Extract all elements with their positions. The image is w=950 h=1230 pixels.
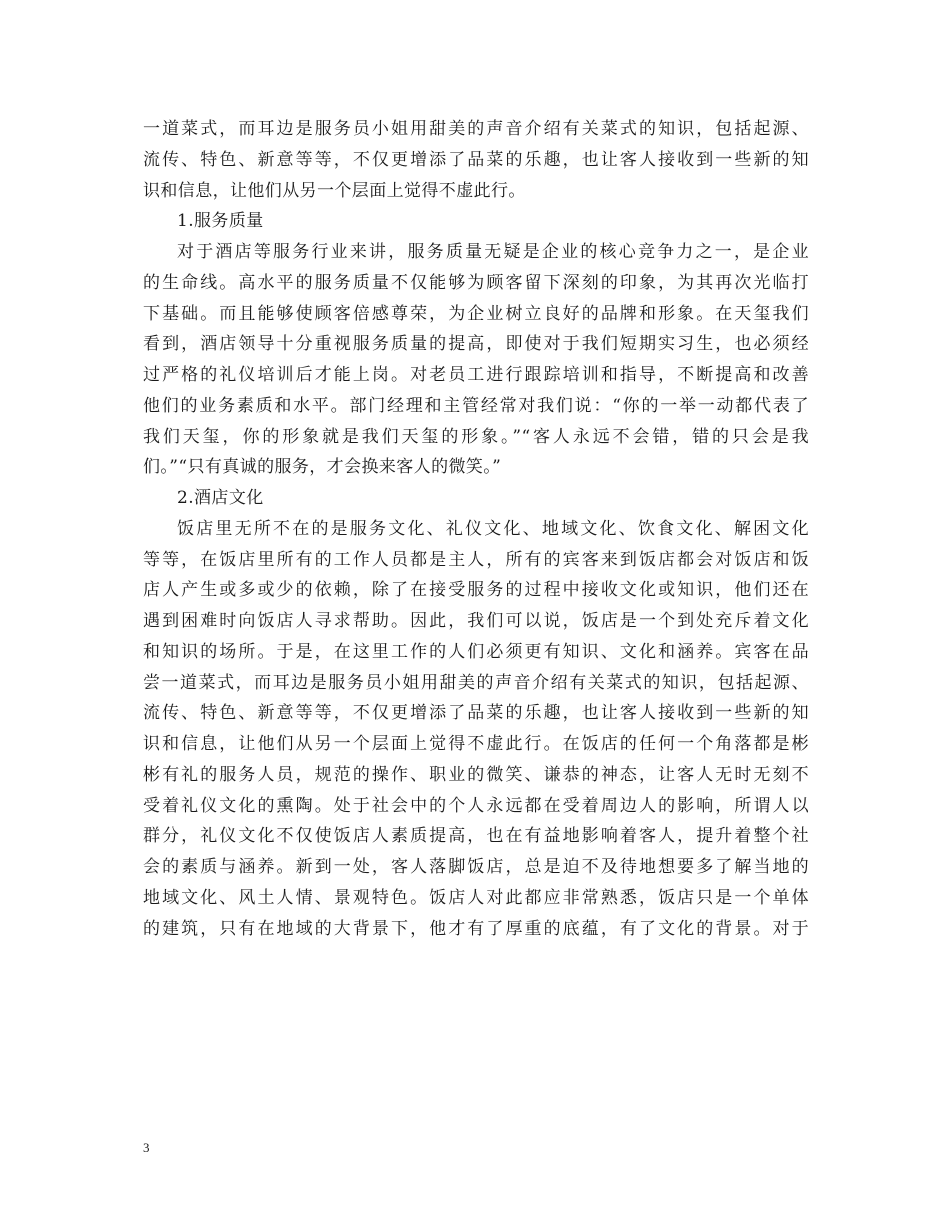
document-body bbox=[143, 114, 809, 944]
text-line: 遇到困难时向饭店人寻求帮助。因此，我们可以说，饭店是一个到处充斥着文化 bbox=[143, 611, 809, 631]
text-line: 识和信息，让他们从另一个层面上觉得不虚此行。在饭店的任何一个角落都是彬 bbox=[143, 734, 809, 754]
text-line: 一道菜式，而耳边是服务员小姐用甜美的声音介绍有关菜式的知识，包括起源、 bbox=[143, 119, 809, 139]
text-line: 流传、特色、新意等等，不仅更增添了品菜的乐趣，也让客人接收到一些新的知 bbox=[143, 149, 809, 170]
text-line: 受着礼仪文化的熏陶。处于社会中的个人永远都在受着周边人的影响，所谓人以 bbox=[143, 795, 809, 816]
text-line: 群分，礼仪文化不仅使饭店人素质提高，也在有益地影响着客人，提升着整个社 bbox=[143, 826, 809, 847]
text-line: 识和信息，让他们从另一个层面上觉得不虚此行。 bbox=[143, 180, 526, 201]
text-line: 的生命线。高水平的服务质量不仅能够为顾客留下深刻的印象，为其再次光临打 bbox=[143, 272, 809, 293]
text-line: 他们的业务素质和水平。部门经理和主管经常对我们说：“你的一举一动都代表了 bbox=[143, 395, 809, 416]
text-line: 我们天玺，你的形象就是我们天玺的形象。”“客人永远不会错，错的只会是我 bbox=[143, 426, 809, 447]
text-line: 对于酒店等服务行业来讲，服务质量无疑是企业的核心竞争力之一，是企业 bbox=[177, 242, 809, 262]
section-heading: 2.酒店文化 bbox=[177, 488, 264, 508]
text-line: 和知识的场所。于是，在这里工作的人们必须更有知识、文化和涵养。宾客在品 bbox=[143, 641, 809, 662]
text-line: 的建筑，只有在地域的大背景下，他才有了厚重的底蕴，有了文化的背景。对于 bbox=[143, 918, 809, 939]
text-line: 尝一道菜式，而耳边是服务员小姐用甜美的声音介绍有关菜式的知识，包括起源、 bbox=[143, 672, 809, 693]
text-line: 地域文化、风土人情、景观特色。饭店人对此都应非常熟悉，饭店只是一个单体 bbox=[143, 887, 809, 908]
text-line: 下基础。而且能够使顾客倍感尊荣，为企业树立良好的品牌和形象。在天玺我们 bbox=[143, 303, 809, 324]
text-line: 等等，在饭店里所有的工作人员都是主人，所有的宾客来到饭店都会对饭店和饭 bbox=[143, 549, 809, 570]
text-line: 店人产生或多或少的依赖，除了在接受服务的过程中接收文化或知识，他们还在 bbox=[143, 580, 809, 601]
text-line: 饭店里无所不在的是服务文化、礼仪文化、地域文化、饮食文化、解困文化 bbox=[177, 518, 809, 539]
section-heading: 1.服务质量 bbox=[177, 211, 264, 232]
text-line: 看到，酒店领导十分重视服务质量的提高，即使对于我们短期实习生，也必须经 bbox=[143, 334, 809, 355]
text-line: 彬有礼的服务人员，规范的操作、职业的微笑、谦恭的神态，让客人无时无刻不 bbox=[143, 764, 809, 785]
text-line: 流传、特色、新意等等，不仅更增添了品菜的乐趣，也让客人接收到一些新的知 bbox=[143, 703, 809, 724]
text-line: 过严格的礼仪培训后才能上岗。对老员工进行跟踪培训和指导，不断提高和改善 bbox=[143, 365, 809, 385]
text-line: 会的素质与涵养。新到一处，客人落脚饭店，总是迫不及待地想要多了解当地的 bbox=[143, 857, 809, 877]
text-line: 们。”“只有真诚的服务，才会换来客人的微笑。” bbox=[143, 457, 502, 478]
page-number: 3 bbox=[143, 1140, 150, 1155]
